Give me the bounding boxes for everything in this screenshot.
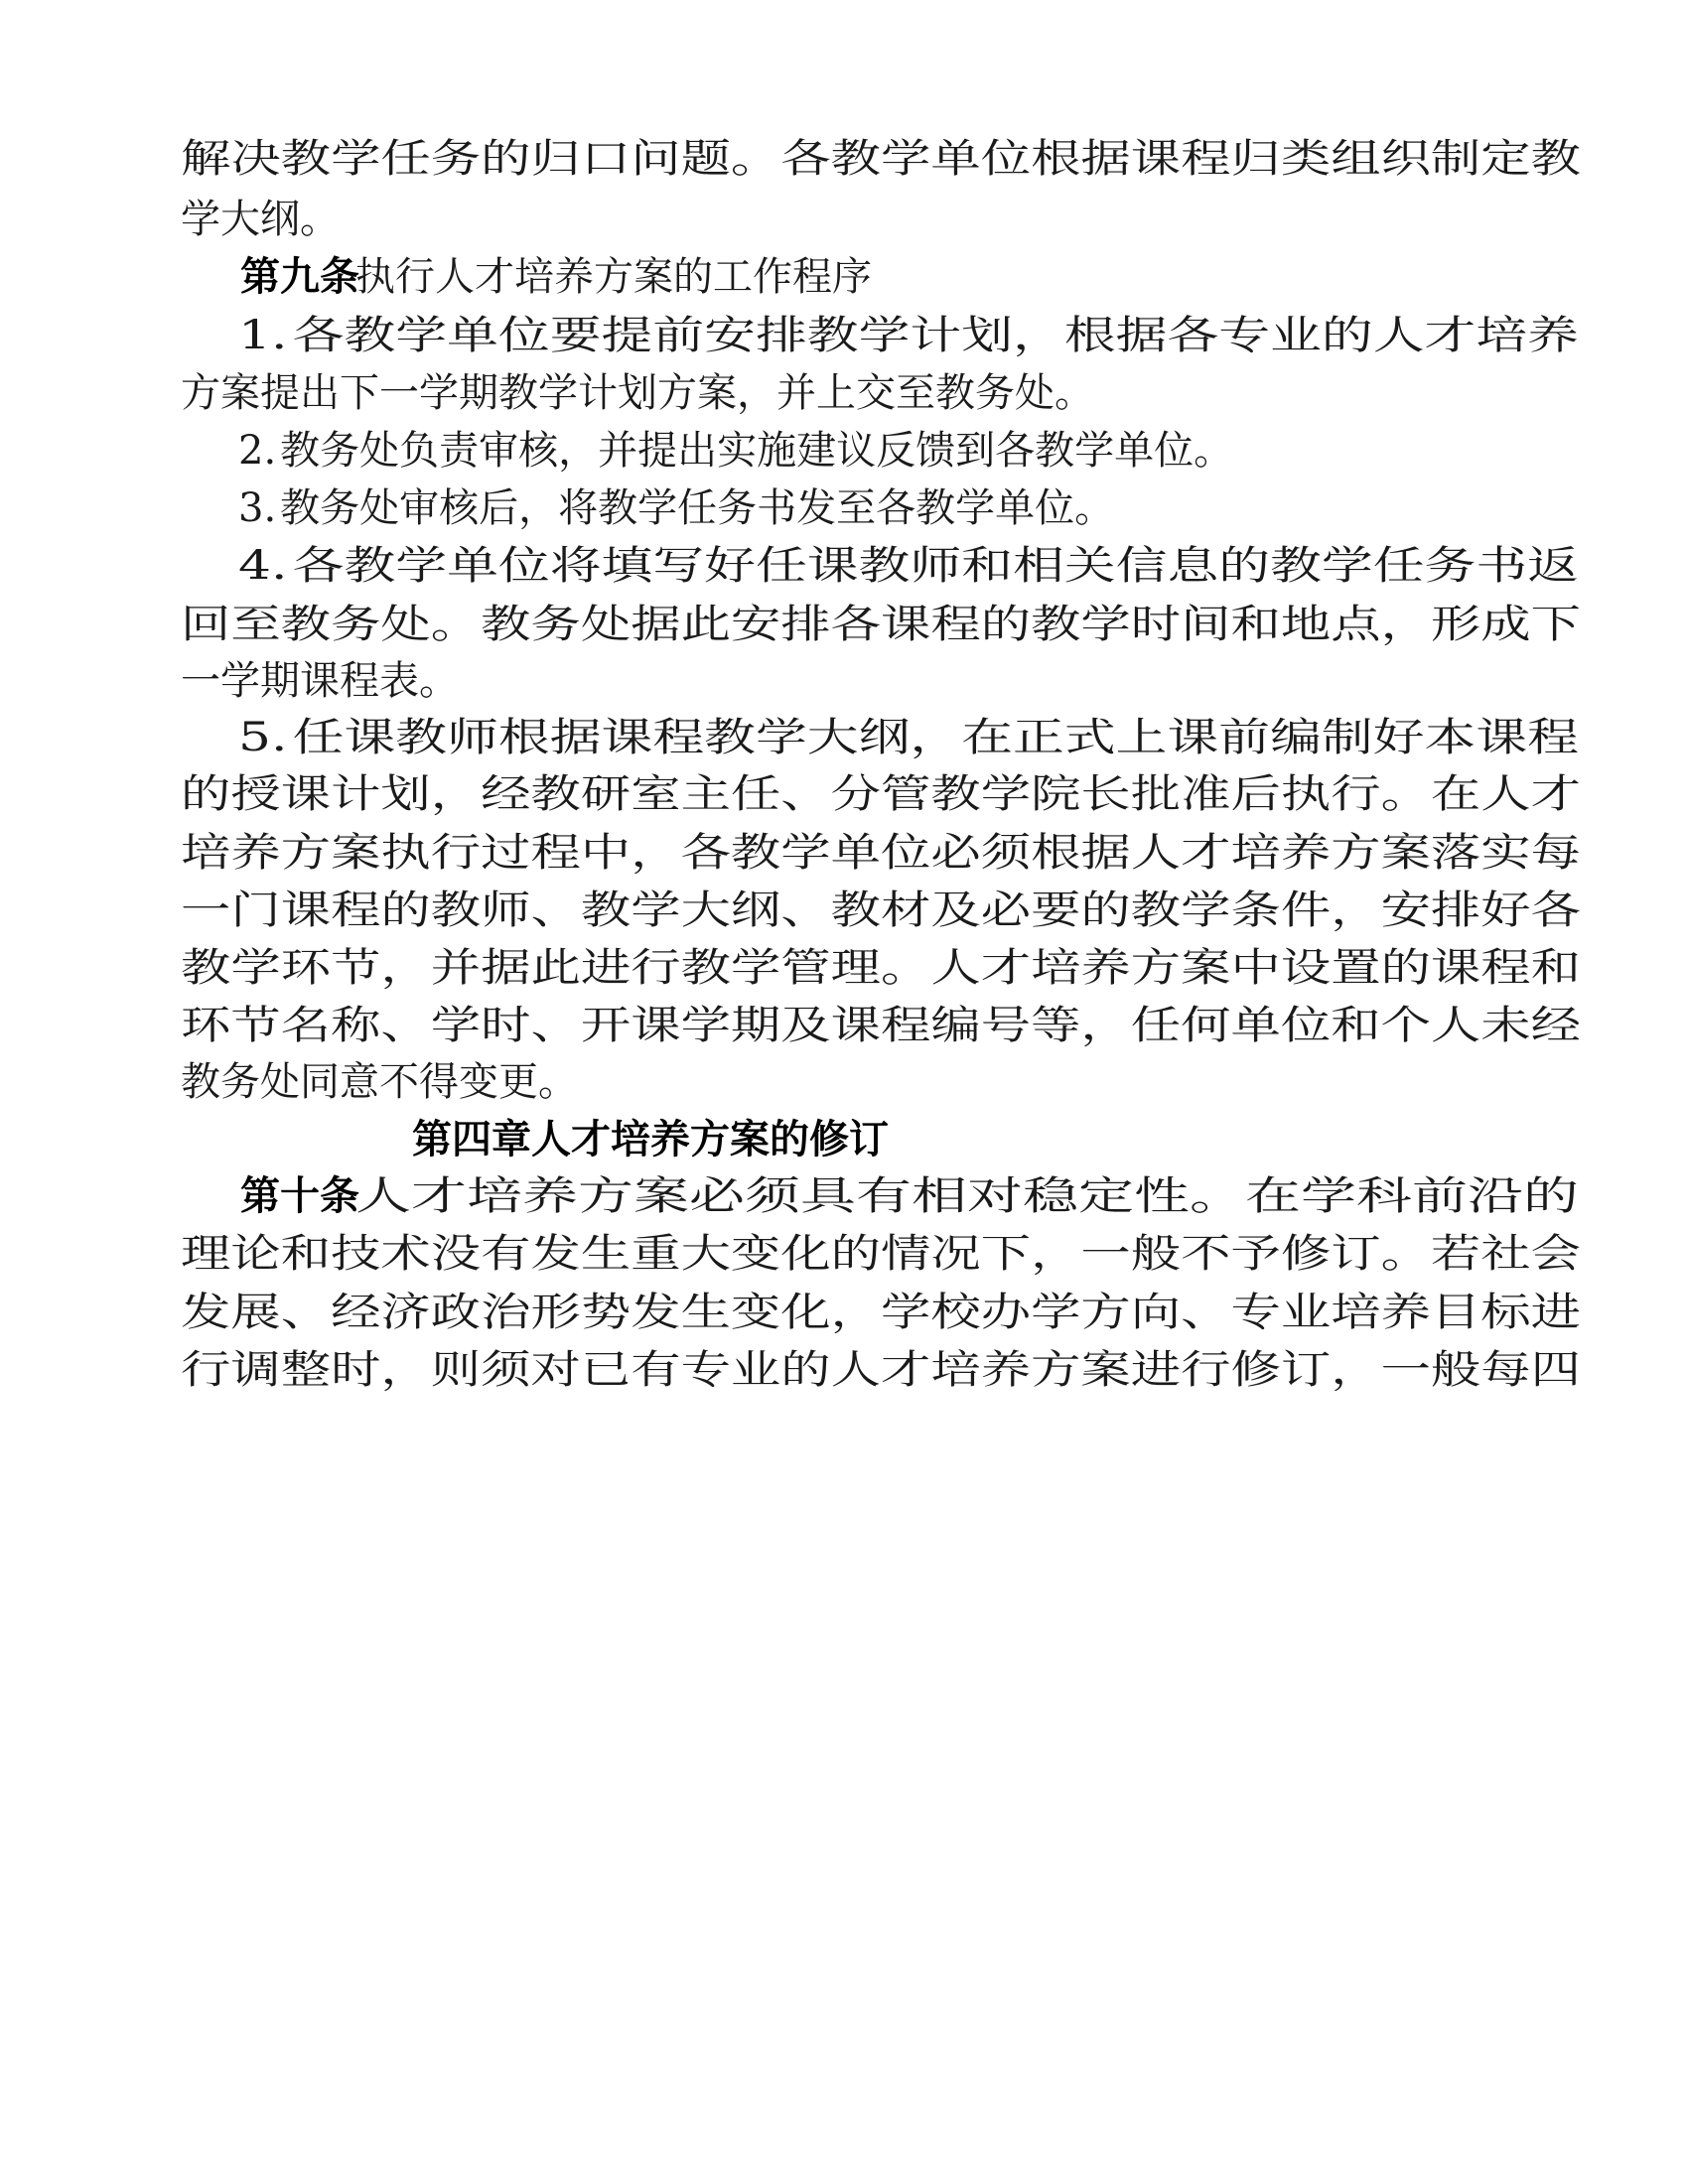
article-text: 人才培养方案必须具有相对稳定性。在学科前沿的: [355, 1173, 1579, 1219]
item-text: 环节名称、学时、开课学期及课程编号等，任何单位和个人未经: [181, 1003, 1581, 1048]
item-text: 回至教务处。教务处据此安排各课程的教学时间和地点，形成下: [181, 602, 1581, 647]
body-text-line: [0, 1224, 1688, 1284]
item-text: 各教学单位将填写好任课教师和相关信息的教学任务书返: [292, 543, 1579, 589]
list-item-continuation: [0, 881, 1688, 940]
list-item-continuation: [0, 363, 1688, 423]
article-title: 执行人才培养方案的工作程序: [355, 254, 872, 300]
list-item-text: [238, 306, 1579, 365]
item-number: 4.: [238, 543, 288, 589]
body-text-line: [0, 1283, 1688, 1342]
list-item: [0, 708, 1688, 767]
list-item: [0, 421, 1688, 480]
item-text: 一门课程的教师、教学大纲、教材及必要的教学条件，安排好各: [181, 887, 1581, 933]
list-item-continuation: [0, 764, 1688, 824]
article-heading: [0, 1166, 1688, 1226]
list-item-continuation: [0, 595, 1688, 654]
list-item-continuation: [0, 1052, 1688, 1112]
list-item-continuation: [0, 938, 1688, 998]
article-label: 第九条: [240, 254, 359, 300]
item-text: 一学期课程表。: [181, 658, 459, 704]
article-heading: [0, 247, 1688, 307]
list-item-text: [238, 421, 1233, 480]
item-number: 1.: [238, 313, 288, 358]
list-item: [0, 478, 1688, 538]
item-text: 各教学单位要提前安排教学计划，根据各专业的人才培养: [292, 313, 1579, 358]
body-text-line: [0, 129, 1688, 189]
item-text: 教务处审核后，将教学任务书发至各教学单位。: [280, 485, 1115, 531]
item-number: 5.: [238, 715, 288, 760]
item-text: 教学环节，并据此进行教学管理。人才培养方案中设置的课程和: [181, 945, 1581, 991]
item-text: 任课教师根据课程教学大纲，在正式上课前编制好本课程: [292, 715, 1579, 760]
item-text: 教务处负责审核，并提出实施建议反馈到各教学单位。: [280, 428, 1234, 474]
paragraph-text: 行调整时，则须对已有专业的人才培养方案进行修订，一般每四: [181, 1347, 1581, 1393]
item-number: 2.: [238, 428, 277, 474]
item-text: 培养方案执行过程中，各教学单位必须根据人才培养方案落实每: [181, 830, 1581, 876]
list-item-continuation: [0, 996, 1688, 1055]
chapter-heading: [0, 1110, 1688, 1169]
list-item: [0, 536, 1688, 596]
paragraph-text: 理论和技术没有发生重大变化的情况下，一般不予修订。若社会: [181, 1231, 1581, 1277]
list-item-text: [238, 708, 1579, 767]
chapter-title: 人才培养方案的修订: [531, 1117, 889, 1162]
body-text-line: [0, 190, 1688, 249]
item-number: 3.: [238, 485, 277, 531]
chapter-label: 第四章: [412, 1117, 531, 1162]
item-text: 教务处同意不得变更。: [181, 1059, 578, 1105]
list-item: [0, 306, 1688, 365]
article-label: 第十条: [240, 1173, 359, 1219]
list-item-text: [238, 478, 1114, 538]
item-text: 的授课计划，经教研室主任、分管教学院长批准后执行。在人才: [181, 771, 1581, 817]
list-item-continuation: [0, 651, 1688, 711]
body-text-line: [0, 1340, 1688, 1400]
paragraph-text: 发展、经济政治形势发生变化，学校办学方向、专业培养目标进: [181, 1290, 1581, 1335]
paragraph-text: 解决教学任务的归口问题。各教学单位根据课程归类组织制定教: [181, 136, 1581, 182]
list-item-continuation: [0, 823, 1688, 883]
list-item-text: [238, 536, 1579, 596]
item-text: 方案提出下一学期教学计划方案，并上交至教务处。: [181, 370, 1094, 416]
paragraph-text: 学大纲。: [181, 197, 340, 242]
